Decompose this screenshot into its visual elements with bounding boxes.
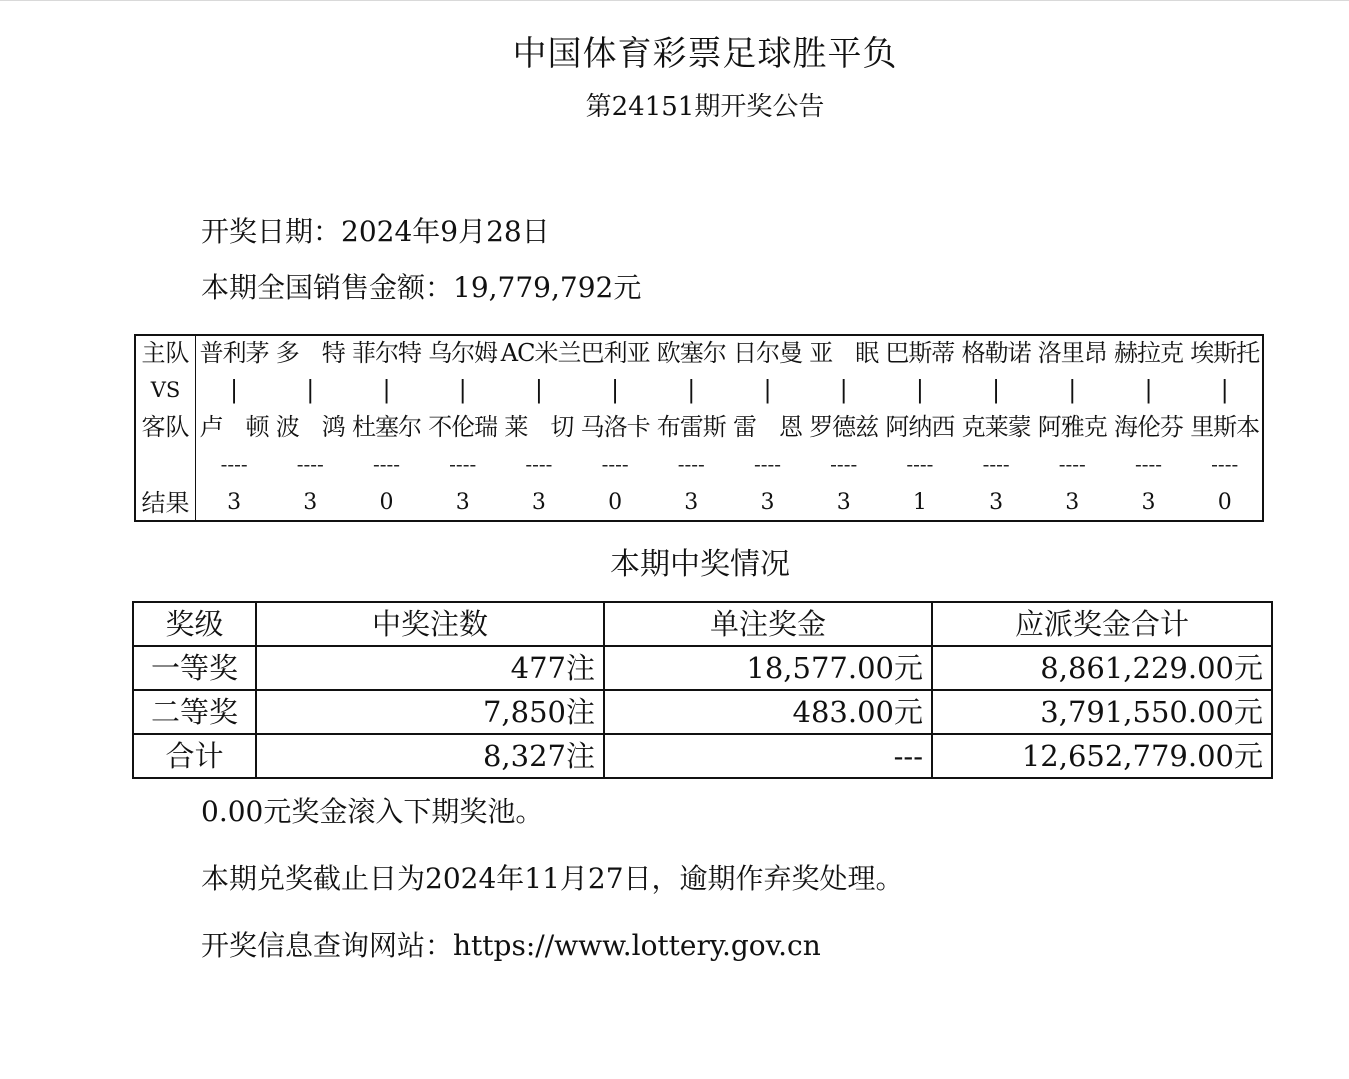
home-team: 欧塞尔 [656, 339, 726, 367]
vs-separator: | [763, 376, 772, 404]
header-total: 应派奖金合计 [932, 602, 1272, 646]
match-result: 3 [989, 490, 1004, 515]
dash-separator: ---- [753, 452, 781, 476]
match-column [958, 336, 1034, 520]
dash-separator: ---- [1211, 452, 1239, 476]
match-result: 3 [760, 490, 775, 515]
away-team: 海伦芬 [1113, 413, 1183, 441]
prize-table-header [133, 602, 1272, 646]
vs-separator: | [534, 376, 543, 404]
home-team: 日尔曼 [732, 339, 802, 367]
match-column [348, 336, 424, 520]
header-count: 中奖注数 [256, 602, 604, 646]
match-column [425, 336, 501, 520]
away-team: 雷 恩 [732, 413, 802, 441]
match-result: 1 [912, 490, 927, 515]
prize-level: 一等奖 [133, 646, 256, 690]
away-team: 罗德兹 [809, 413, 879, 441]
prize-level: 合计 [133, 734, 256, 778]
dash-separator: ---- [982, 452, 1010, 476]
winner-count: 8,327注 [256, 734, 604, 778]
total-prize: 8,861,229.00元 [932, 646, 1272, 690]
winner-count: 7,850注 [256, 690, 604, 734]
dash-separator: ---- [830, 452, 858, 476]
total-prize: 12,652,779.00元 [932, 734, 1272, 778]
match-column [882, 336, 958, 520]
home-team: 亚 眠 [809, 339, 879, 367]
single-prize: --- [604, 734, 932, 778]
vs-separator: | [915, 376, 924, 404]
match-result: 3 [684, 490, 699, 515]
vs-separator: | [382, 376, 391, 404]
dash-separator: ---- [220, 452, 248, 476]
match-result: 0 [1217, 490, 1232, 515]
vs-separator: | [1068, 376, 1077, 404]
single-prize: 483.00元 [604, 690, 932, 734]
draw-date: 开奖日期：2024年9月28日 [201, 215, 550, 248]
home-team: 巴利亚 [580, 339, 650, 367]
prize-table [132, 601, 1273, 779]
dash-separator: ---- [601, 452, 629, 476]
rollover-note: 0.00元奖金滚入下期奖池。 [201, 795, 544, 828]
single-prize: 18,577.00元 [604, 646, 932, 690]
match-column [272, 336, 348, 520]
home-team: 赫拉克 [1113, 339, 1183, 367]
dash-separator: ---- [372, 452, 400, 476]
vs-separator: | [1144, 376, 1153, 404]
away-team: 不伦瑞 [428, 413, 498, 441]
home-team: 菲尔特 [351, 339, 421, 367]
match-result: 3 [1141, 490, 1156, 515]
total-prize: 3,791,550.00元 [932, 690, 1272, 734]
table-row [133, 646, 1272, 690]
match-column [1110, 336, 1186, 520]
prize-level: 二等奖 [133, 690, 256, 734]
match-column [729, 336, 805, 520]
dash-separator: ---- [525, 452, 553, 476]
home-team: 埃斯托 [1190, 339, 1260, 367]
page-title: 中国体育彩票足球胜平负 [512, 34, 898, 74]
header-single: 单注奖金 [604, 602, 932, 646]
dash-separator: ---- [1134, 452, 1162, 476]
vs-separator: | [992, 376, 1001, 404]
home-team: 洛里昂 [1037, 339, 1107, 367]
vs-separator: | [458, 376, 467, 404]
website-note: 开奖信息查询网站：https://www.lottery.gov.cn [201, 929, 821, 962]
vs-separator: | [839, 376, 848, 404]
match-result: 0 [379, 490, 394, 515]
match-column [806, 336, 882, 520]
header-level: 奖级 [133, 602, 256, 646]
match-row-labels [136, 336, 196, 520]
home-team: 普利茅 [199, 339, 269, 367]
match-column [1034, 336, 1110, 520]
home-team: AC米兰 [500, 339, 581, 367]
match-result: 3 [531, 490, 546, 515]
away-team: 莱 切 [504, 413, 574, 441]
dash-separator: ---- [677, 452, 705, 476]
winner-count: 477注 [256, 646, 604, 690]
away-team: 杜塞尔 [351, 413, 421, 441]
home-team: 巴斯蒂 [885, 339, 955, 367]
issue-subtitle: 第24151期开奖公告 [585, 92, 825, 122]
home-team: 多 特 [275, 339, 345, 367]
home-team: 格勒诺 [961, 339, 1031, 367]
vs-separator: | [1220, 376, 1229, 404]
match-result: 3 [836, 490, 851, 515]
away-team: 波 鸿 [275, 413, 345, 441]
match-table [134, 334, 1264, 522]
match-column [196, 336, 272, 520]
away-team: 阿雅克 [1037, 413, 1107, 441]
home-team: 乌尔姆 [428, 339, 498, 367]
vs-separator: | [230, 376, 239, 404]
away-team: 布雷斯 [656, 413, 726, 441]
dash-separator: ---- [296, 452, 324, 476]
away-team: 克莱蒙 [961, 413, 1031, 441]
prize-section-title: 本期中奖情况 [610, 547, 790, 582]
match-result: 3 [455, 490, 470, 515]
away-team: 阿纳西 [885, 413, 955, 441]
dash-separator: ---- [449, 452, 477, 476]
table-row [133, 734, 1272, 778]
match-result: 3 [227, 490, 242, 515]
result-label: 结果 [141, 489, 190, 517]
match-result: 0 [608, 490, 623, 515]
vs-separator: | [306, 376, 315, 404]
match-column [1187, 336, 1263, 520]
away-team: 马洛卡 [580, 413, 650, 441]
home-team-label: 主队 [141, 339, 190, 367]
away-team: 卢 顿 [199, 413, 269, 441]
match-result: 3 [1065, 490, 1080, 515]
dash-separator: ---- [906, 452, 934, 476]
vs-separator: | [687, 376, 696, 404]
vs-label: VS [150, 378, 181, 402]
away-team: 里斯本 [1190, 413, 1260, 441]
away-team-label: 客队 [141, 413, 190, 441]
match-result: 3 [303, 490, 318, 515]
deadline-note: 本期兑奖截止日为2024年11月27日，逾期作弃奖处理。 [201, 862, 904, 895]
dash-separator: ---- [1058, 452, 1086, 476]
sales-amount: 本期全国销售金额：19,779,792元 [201, 271, 642, 304]
table-row [133, 690, 1272, 734]
match-column [653, 336, 729, 520]
match-column [500, 336, 581, 520]
match-column [577, 336, 653, 520]
top-divider [0, 0, 1349, 1]
vs-separator: | [611, 376, 620, 404]
